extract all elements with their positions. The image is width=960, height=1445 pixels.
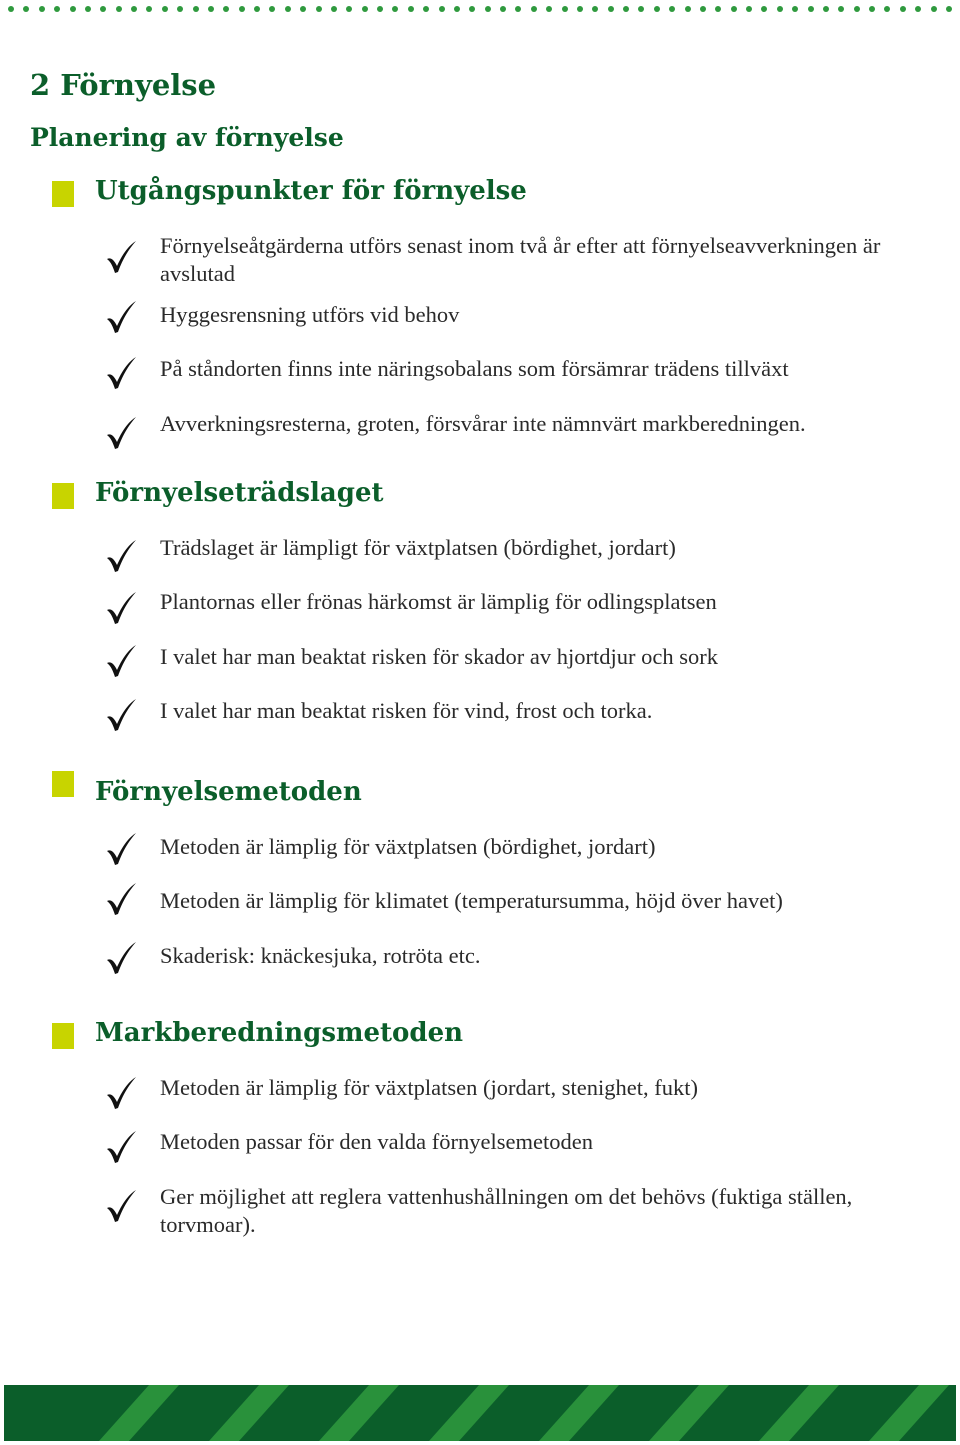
border-dot <box>761 6 767 12</box>
border-dot <box>39 6 45 12</box>
border-dot <box>577 6 583 12</box>
checklist-item-text: Förnyelseåtgärderna utförs senast inom två år efter att förnyelseavverkningen är avslutad <box>160 233 881 286</box>
border-dot <box>915 6 921 12</box>
border-dot <box>808 6 814 12</box>
section-bullet-icon <box>52 483 74 509</box>
border-dot <box>731 6 737 12</box>
border-dot <box>838 6 844 12</box>
border-dot <box>746 6 752 12</box>
checkmark-icon <box>104 1188 138 1224</box>
border-dot <box>146 6 152 12</box>
border-dot <box>608 6 614 12</box>
border-dot <box>623 6 629 12</box>
checkmark-icon <box>104 299 138 335</box>
border-dot <box>116 6 122 12</box>
border-dot <box>654 6 660 12</box>
border-dot <box>669 6 675 12</box>
border-dot <box>946 6 952 12</box>
checklist-item-text: Trädslaget är lämpligt för växtplatsen (bördighet, jordart) <box>160 535 676 560</box>
border-dot <box>546 6 552 12</box>
checkmark-icon <box>104 415 138 451</box>
border-dot <box>8 6 14 12</box>
border-dot <box>392 6 398 12</box>
border-dot <box>331 6 337 12</box>
checkmark-icon <box>104 1129 138 1165</box>
checkmark-icon <box>104 940 138 976</box>
checklist-item-text: Metoden är lämplig för växtplatsen (jordart, stenighet, fukt) <box>160 1075 698 1100</box>
checkmark-icon <box>104 355 138 391</box>
border-dot <box>592 6 598 12</box>
border-dot <box>531 6 537 12</box>
border-dot <box>377 6 383 12</box>
checklist-item-text: Plantornas eller frönas härkomst är lämplig för odlingsplatsen <box>160 589 717 614</box>
border-dot <box>408 6 414 12</box>
border-dot <box>562 6 568 12</box>
border-dot <box>162 6 168 12</box>
page-subtitle: Planering av förnyelse <box>30 123 344 152</box>
border-dot <box>193 6 199 12</box>
border-dot <box>884 6 890 12</box>
checklist-item-text: Ger möjlighet att reglera vattenhushållningen om det behövs (fuktiga ställen, torvmoar). <box>160 1184 853 1237</box>
border-dot <box>685 6 691 12</box>
border-dot <box>900 6 906 12</box>
dotted-top-border <box>0 6 960 18</box>
section-title: Förnyelsemetoden <box>95 777 362 807</box>
border-dot <box>792 6 798 12</box>
section-title: Förnyelseträdslaget <box>95 478 384 508</box>
border-dot <box>54 6 60 12</box>
border-dot <box>239 6 245 12</box>
checkmark-icon <box>104 538 138 574</box>
page-title: 2 Förnyelse <box>30 68 217 102</box>
border-dot <box>700 6 706 12</box>
checklist-item-text: Metoden är lämplig för klimatet (temperatursumma, höjd över havet) <box>160 888 783 913</box>
section-bullet-icon <box>52 181 74 207</box>
border-dot <box>316 6 322 12</box>
checklist-item-text: Metoden är lämplig för växtplatsen (bördighet, jordart) <box>160 834 656 859</box>
border-dot <box>469 6 475 12</box>
border-dot <box>485 6 491 12</box>
border-dot <box>223 6 229 12</box>
border-dot <box>269 6 275 12</box>
border-dot <box>177 6 183 12</box>
border-dot <box>362 6 368 12</box>
checklist-item-text: Metoden passar för den valda förnyelsemetoden <box>160 1129 593 1154</box>
border-dot <box>869 6 875 12</box>
footer-stripes <box>4 1385 956 1441</box>
border-dot <box>285 6 291 12</box>
footer-stripe-band <box>4 1385 956 1441</box>
checkmark-icon <box>104 643 138 679</box>
border-dot <box>85 6 91 12</box>
border-dot <box>423 6 429 12</box>
border-dot <box>439 6 445 12</box>
border-dot <box>638 6 644 12</box>
checkmark-icon <box>104 590 138 626</box>
checklist-item-text: I valet har man beaktat risken för vind, frost och torka. <box>160 698 653 723</box>
checkmark-icon <box>104 1075 138 1111</box>
border-dot <box>254 6 260 12</box>
checklist-item-text: Avverkningsresterna, groten, försvårar inte nämnvärt markberedningen. <box>160 411 806 436</box>
checklist-item-text: I valet har man beaktat risken för skador av hjortdjur och sork <box>160 644 718 669</box>
border-dot <box>515 6 521 12</box>
section-title: Markberedningsmetoden <box>95 1018 464 1048</box>
checkmark-icon <box>104 239 138 275</box>
border-dot <box>23 6 29 12</box>
border-dot <box>823 6 829 12</box>
border-dot <box>931 6 937 12</box>
checklist-item-text: Hyggesrensning utförs vid behov <box>160 302 460 327</box>
section-title: Utgångspunkter för förnyelse <box>95 176 527 206</box>
section-bullet-icon <box>52 771 74 797</box>
checkmark-icon <box>104 881 138 917</box>
border-dot <box>300 6 306 12</box>
checkmark-icon <box>104 831 138 867</box>
border-dot <box>454 6 460 12</box>
border-dot <box>500 6 506 12</box>
border-dot <box>346 6 352 12</box>
checklist-item-text: Skaderisk: knäckesjuka, rotröta etc. <box>160 943 481 968</box>
border-dot <box>131 6 137 12</box>
checkmark-icon <box>104 697 138 733</box>
border-dot <box>208 6 214 12</box>
border-dot <box>777 6 783 12</box>
section-bullet-icon <box>52 1023 74 1049</box>
border-dot <box>100 6 106 12</box>
border-dot <box>854 6 860 12</box>
border-dot <box>70 6 76 12</box>
border-dot <box>715 6 721 12</box>
checklist-item-text: På ståndorten finns inte näringsobalans som försämrar trädens tillväxt <box>160 356 789 381</box>
